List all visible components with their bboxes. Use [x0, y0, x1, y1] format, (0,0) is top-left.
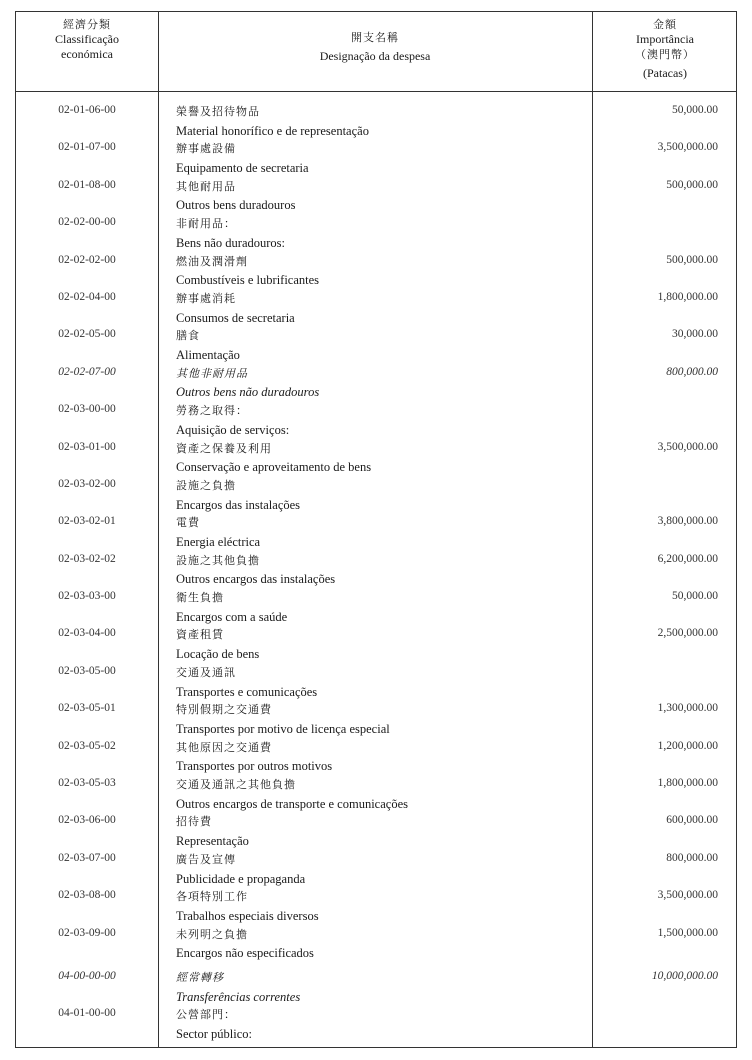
header-amount: [592, 12, 738, 96]
row-designation-zh: 未列明之負擔: [176, 927, 248, 941]
row-designation-pt: Publicidade e propaganda: [176, 871, 306, 886]
row-code: 02-03-04-00: [58, 627, 116, 640]
row-designation-pt: Locação de bens: [176, 647, 260, 662]
header-col2-pt: Designação da despesa: [319, 49, 431, 63]
table-row: [16, 888, 736, 925]
row-designation-pt: Consumos de secretaria: [176, 310, 295, 325]
row-amount: 1,200,000.00: [657, 739, 718, 752]
row-code: 02-03-05-03: [58, 777, 116, 790]
header-expense-designation: [158, 12, 592, 109]
row-designation: [176, 514, 260, 551]
row-designation-pt: Transportes por motivo de licença especial: [176, 721, 390, 736]
row-code: 02-02-04-00: [58, 290, 116, 303]
row-code: 02-01-07-00: [58, 141, 116, 154]
header-col3-pt: Importância: [636, 32, 694, 46]
row-designation-zh: 設施之其他負擔: [176, 553, 260, 567]
header-col3-zh2: （澳門幣）: [635, 48, 695, 61]
header-col1-pt2: económica: [61, 47, 113, 61]
row-code: 02-03-08-00: [58, 889, 116, 902]
table-row: [16, 813, 736, 850]
row-designation-zh: 特別假期之交通費: [176, 703, 272, 717]
row-designation-pt: Aquisição de serviços:: [176, 422, 290, 437]
budget-table: [15, 11, 737, 1048]
table-row: [16, 402, 736, 439]
row-designation-zh: 燃油及潤滑劑: [176, 254, 248, 268]
row-code: 02-03-05-02: [58, 739, 116, 752]
row-designation: [176, 103, 369, 140]
row-designation-zh: 資產租賃: [176, 628, 224, 642]
row-designation: [176, 178, 295, 215]
header-col3-pt2: (Patacas): [643, 66, 687, 80]
row-code: 02-03-09-00: [58, 926, 116, 939]
row-designation: [176, 290, 295, 327]
row-designation-pt: Outros encargos das instalações: [176, 572, 336, 587]
row-code: 02-02-07-00: [58, 365, 116, 378]
row-designation-pt: Transportes e comunicações: [176, 684, 318, 699]
row-designation: [176, 626, 259, 663]
row-designation-zh: 經常轉移: [176, 970, 224, 984]
table-row: [16, 178, 736, 215]
table-row: [16, 739, 736, 776]
row-designation-zh: 辦事處消耗: [176, 291, 236, 305]
row-amount: 800,000.00: [666, 851, 718, 864]
row-designation-pt: Transferências correntes: [176, 989, 301, 1004]
row-designation-zh: 非耐用品：: [176, 217, 236, 231]
row-amount: 3,500,000.00: [657, 889, 718, 902]
row-amount: 6,200,000.00: [657, 552, 718, 565]
row-amount: 1,300,000.00: [657, 702, 718, 715]
row-code: 02-01-06-00: [58, 104, 116, 116]
row-code: 02-03-02-01: [58, 515, 116, 528]
table-body: [16, 103, 736, 1044]
table-row: [16, 514, 736, 551]
row-code: 02-03-05-00: [58, 664, 116, 677]
row-designation-pt: Combustíveis e lubrificantes: [176, 273, 320, 288]
row-amount: 1,800,000.00: [657, 290, 718, 303]
row-designation-zh: 電費: [176, 516, 200, 530]
table-row: [16, 626, 736, 663]
table-row: [16, 552, 736, 589]
table-row: [16, 664, 736, 701]
row-designation-zh: 榮譽及招待物品: [176, 105, 260, 118]
table-row: [16, 103, 736, 140]
row-designation-pt: Encargos das instalações: [176, 497, 301, 512]
row-designation-zh: 其他原因之交通費: [176, 740, 272, 754]
row-designation-zh: 交通及通訊之其他負擔: [176, 778, 296, 792]
table-row: [16, 589, 736, 626]
table-row: [16, 365, 736, 402]
table-row: [16, 969, 736, 1006]
row-designation-zh: 交通及通訊: [176, 665, 236, 679]
row-designation-zh: 其他耐用品: [176, 179, 236, 193]
row-amount: 30,000.00: [672, 328, 718, 341]
row-amount: 3,500,000.00: [657, 141, 718, 154]
row-designation-zh: 資產之保養及利用: [176, 441, 272, 455]
row-amount: 500,000.00: [666, 178, 718, 191]
row-designation: [176, 140, 309, 177]
row-code: 02-03-03-00: [58, 590, 116, 603]
row-designation-pt: Energia eléctrica: [176, 534, 261, 549]
row-designation-pt: Bens não duradouros:: [176, 235, 286, 250]
row-designation: [176, 215, 285, 252]
row-designation-pt: Material honorífico e de representação: [176, 123, 369, 138]
table-row: [16, 477, 736, 514]
row-code: 02-03-02-00: [58, 477, 116, 490]
header-col3-zh: 金額: [653, 18, 677, 31]
row-code: 02-02-00-00: [58, 216, 116, 229]
row-amount: 2,500,000.00: [657, 627, 718, 640]
row-designation: [176, 701, 390, 738]
row-code: 02-01-08-00: [58, 178, 116, 191]
row-designation: [176, 888, 319, 925]
table-row: [16, 851, 736, 888]
row-designation: [176, 813, 249, 850]
table-row: [16, 1006, 736, 1043]
table-row: [16, 215, 736, 252]
header-col2-zh: 開支名稱: [351, 31, 399, 44]
row-designation-zh: 招待費: [176, 815, 212, 829]
row-designation-pt: Alimentação: [176, 348, 240, 363]
row-designation-pt: Encargos com a saúde: [176, 609, 288, 624]
row-designation-zh: 辦事處設備: [176, 142, 236, 156]
table-row: [16, 440, 736, 477]
row-amount: 600,000.00: [666, 814, 718, 827]
row-designation-zh: 勞務之取得：: [176, 404, 248, 418]
row-designation: [176, 664, 317, 701]
row-designation-zh: 各項特別工作: [176, 890, 248, 904]
row-amount: 10,000,000.00: [651, 969, 718, 982]
row-designation-pt: Trabalhos especiais diversos: [176, 908, 319, 923]
row-amount: 50,000.00: [672, 104, 718, 116]
row-amount: 1,500,000.00: [657, 926, 718, 939]
row-amount: 3,500,000.00: [657, 440, 718, 453]
row-designation: [176, 365, 319, 402]
row-designation: [176, 253, 319, 290]
row-code: 04-00-00-00: [58, 969, 116, 982]
header-economic-classification: [16, 12, 158, 96]
row-designation-pt: Equipamento de secretaria: [176, 161, 309, 176]
row-designation: [176, 402, 289, 439]
row-designation-zh: 公營部門：: [176, 1008, 236, 1022]
row-code: 02-03-01-00: [58, 440, 116, 453]
table-row: [16, 327, 736, 364]
row-designation-pt: Outros encargos de transporte e comunicações: [176, 796, 408, 811]
row-amount: 500,000.00: [666, 253, 718, 266]
row-designation: [176, 851, 305, 888]
row-designation: [176, 1006, 252, 1043]
table-row: [16, 701, 736, 738]
row-designation-pt: Encargos não especificados: [176, 946, 314, 961]
row-designation: [176, 776, 408, 813]
row-code: 04-01-00-00: [58, 1007, 116, 1020]
row-code: 02-02-05-00: [58, 328, 116, 341]
row-code: 02-03-02-02: [58, 552, 116, 565]
row-code: 02-02-02-00: [58, 253, 116, 266]
row-designation: [176, 552, 335, 589]
row-amount: 3,800,000.00: [657, 515, 718, 528]
row-designation-zh: 設施之負擔: [176, 478, 236, 492]
header-col1-zh: 經濟分類: [63, 18, 111, 31]
table-row: [16, 776, 736, 813]
row-code: 02-03-07-00: [58, 851, 116, 864]
row-designation-pt: Outros bens não duradouros: [176, 385, 320, 400]
row-code: 02-03-05-01: [58, 702, 116, 715]
row-designation-zh: 廣告及宣傳: [176, 852, 236, 866]
table-row: [16, 140, 736, 177]
row-designation-zh: 其他非耐用品: [176, 366, 248, 380]
row-designation: [176, 440, 371, 477]
row-designation-pt: Representação: [176, 834, 249, 849]
row-designation: [176, 477, 300, 514]
table-row: [16, 926, 736, 963]
row-designation: [176, 739, 332, 776]
table-row: [16, 290, 736, 327]
row-code: 02-03-06-00: [58, 814, 116, 827]
row-designation: [176, 926, 314, 963]
row-designation-pt: Outros bens duradouros: [176, 198, 296, 213]
row-amount: 50,000.00: [672, 590, 718, 603]
row-code: 02-03-00-00: [58, 403, 116, 416]
table-row: [16, 253, 736, 290]
row-designation-pt: Transportes por outros motivos: [176, 759, 333, 774]
row-designation-pt: Conservação e aproveitamento de bens: [176, 460, 372, 475]
row-designation: [176, 969, 300, 1006]
row-amount: 1,800,000.00: [657, 777, 718, 790]
row-designation: [176, 589, 287, 626]
row-designation: [176, 327, 240, 364]
header-col1-pt1: Classificação: [55, 32, 119, 46]
row-designation-pt: Sector público:: [176, 1027, 253, 1042]
row-designation-zh: 衛生負擔: [176, 591, 224, 605]
row-designation-zh: 膳食: [176, 329, 200, 343]
row-amount: 800,000.00: [666, 365, 718, 378]
